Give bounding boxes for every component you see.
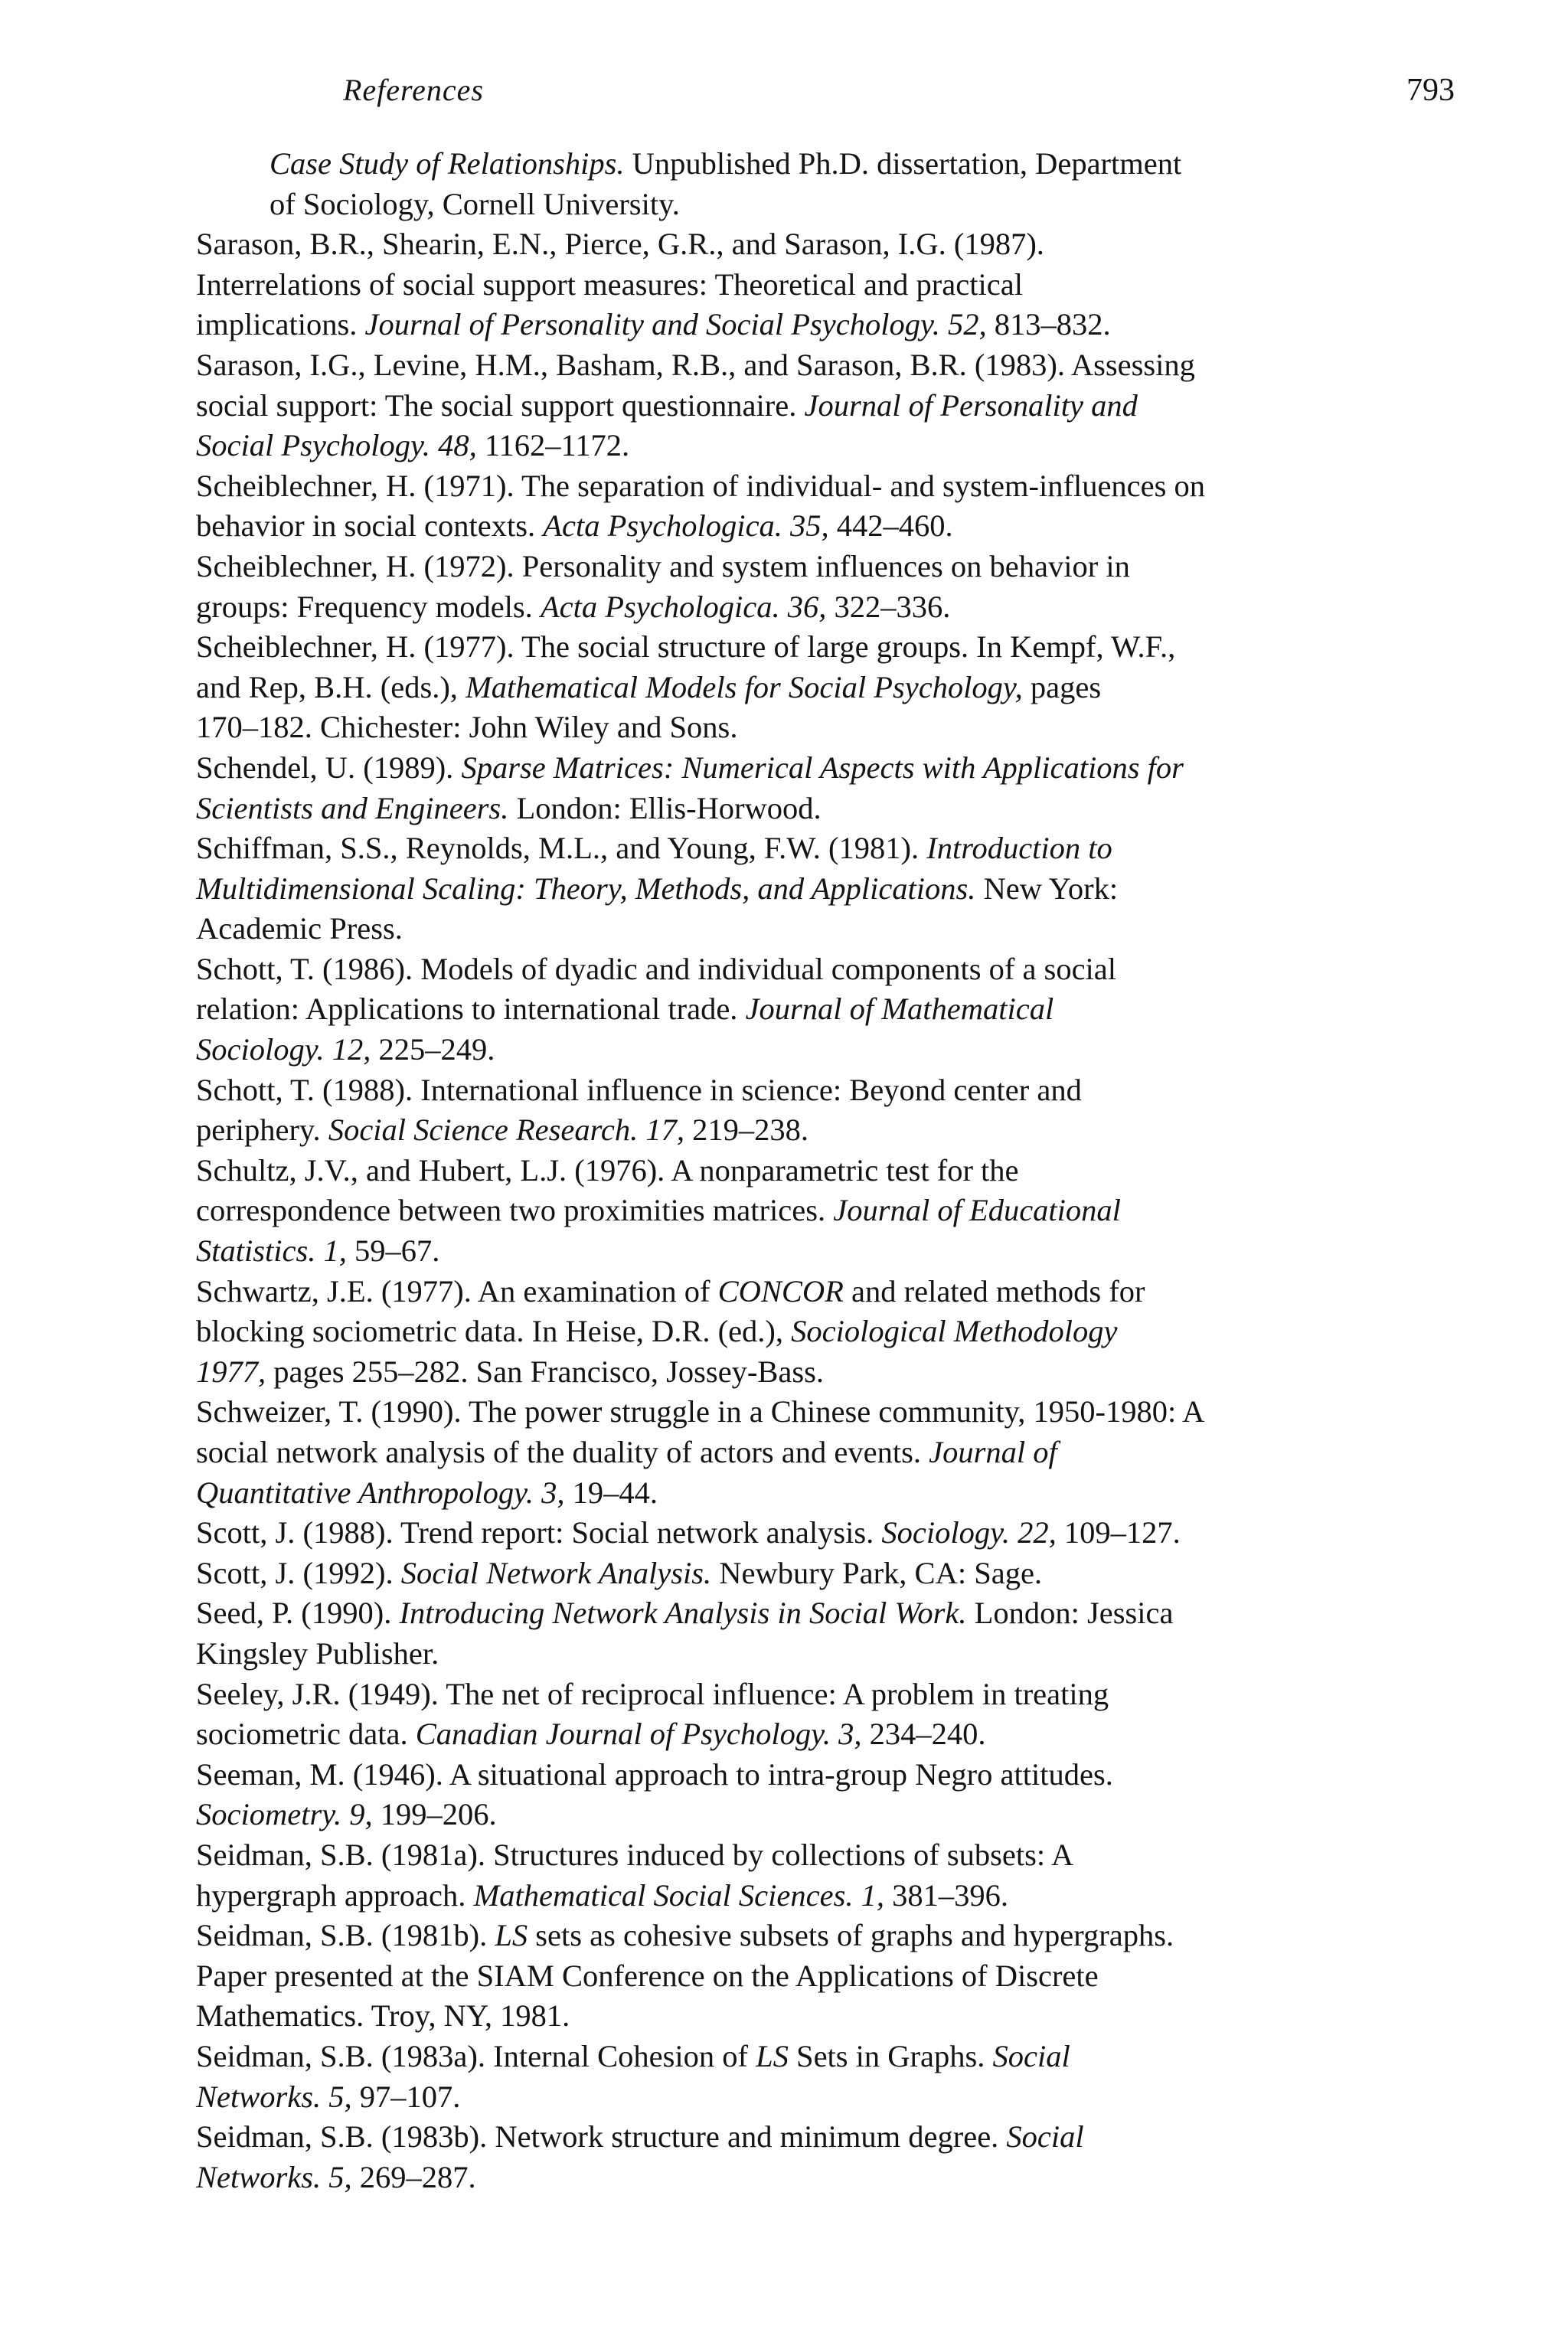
page-number: 793: [1406, 73, 1455, 108]
reference-text: [341, 1797, 349, 1831]
reference-italic-text: Social Psychology.: [196, 428, 430, 463]
reference-text: periphery.: [196, 1112, 328, 1148]
reference-text: New York:: [975, 871, 1119, 906]
reference-italic-text: Introduction to: [926, 831, 1112, 866]
reference-entry: [196, 1835, 1459, 1916]
reference-italic-text: 5,: [328, 2079, 352, 2114]
reference-line: [196, 1714, 1459, 1755]
reference-italic-text: 52,: [948, 307, 987, 342]
reference-italic-text: Introducing Network Analysis in Social Work.: [399, 1596, 967, 1631]
reference-line: [196, 748, 1459, 789]
reference-text: implications.: [196, 307, 365, 342]
reference-text: [325, 1032, 332, 1067]
reference-line: [196, 1433, 1459, 1473]
reference-italic-text: LS: [756, 2038, 789, 2073]
reference-text: correspondence between two proximities matrices.: [196, 1193, 834, 1228]
reference-italic-text: 3,: [541, 1475, 565, 1510]
reference-line: [196, 1231, 1459, 1272]
reference-text: 109–127.: [1056, 1515, 1181, 1550]
reference-line: [196, 1674, 1459, 1715]
reference-text: blocking sociometric data. In Heise, D.R. (ed.),: [196, 1314, 792, 1349]
reference-text: hypergraph approach.: [196, 1877, 474, 1913]
reference-text: pages: [1022, 669, 1102, 704]
reference-line: [270, 144, 1459, 185]
reference-text: 219–238.: [684, 1112, 809, 1148]
reference-line: [196, 386, 1459, 426]
reference-italic-text: Sociology.: [196, 1032, 325, 1067]
reference-italic-text: 35,: [790, 508, 829, 544]
reference-line: [196, 1996, 1459, 2037]
reference-line: [196, 1755, 1459, 1795]
reference-line: [196, 1513, 1459, 1554]
reference-line: [196, 466, 1459, 507]
reference-text: Mathematics. Troy, NY, 1981.: [196, 1998, 570, 2034]
reference-line: [196, 1392, 1459, 1433]
reference-text: Schiffman, S.S., Reynolds, M.L., and Young, F.W. (1981).: [196, 831, 927, 866]
reference-text: 322–336.: [826, 589, 951, 624]
reference-italic-text: 36,: [787, 589, 827, 624]
reference-line: [196, 1030, 1459, 1070]
reference-line: [196, 1272, 1459, 1312]
reference-italic-text: Journal of Mathematical: [745, 992, 1054, 1027]
reference-entry: [196, 144, 1459, 224]
reference-entry: [196, 466, 1459, 547]
reference-text: [782, 508, 790, 543]
reference-text: Schultz, J.V., and Hubert, L.J. (1976). A nonparametric test for the: [196, 1152, 1019, 1188]
reference-italic-text: Social: [992, 2038, 1070, 2073]
reference-line: [196, 506, 1459, 547]
reference-line: [196, 1876, 1459, 1916]
reference-line: [196, 1634, 1459, 1674]
reference-italic-text: Multidimensional Scaling: Theory, Methods, and Applications.: [196, 871, 976, 906]
reference-italic-text: Networks.: [196, 2079, 322, 2114]
reference-text: Newbury Park, CA: Sage.: [711, 1555, 1043, 1590]
reference-italic-text: Statistics.: [196, 1233, 316, 1269]
reference-italic-text: 9,: [349, 1797, 373, 1832]
reference-line: [196, 305, 1459, 345]
reference-text: Schott, T. (1986). Models of dyadic and individual components of a social: [196, 951, 1117, 986]
reference-line: [196, 2117, 1459, 2158]
reference-text: 97–107.: [351, 2079, 461, 2114]
reference-entry: [196, 627, 1459, 748]
reference-line: [196, 1191, 1459, 1231]
reference-line: [196, 627, 1459, 668]
reference-line: [196, 265, 1459, 305]
reference-italic-text: CONCOR: [717, 1273, 844, 1308]
reference-entry: [196, 1272, 1459, 1393]
reference-text: of Sociology, Cornell University.: [270, 186, 680, 221]
reference-text: Sets in Graphs.: [788, 2038, 993, 2073]
reference-line: [196, 1835, 1459, 1876]
reference-text: 59–67.: [346, 1233, 440, 1269]
reference-entry: [196, 1151, 1459, 1272]
reference-text: 269–287.: [351, 2159, 476, 2194]
reference-text: [315, 1233, 323, 1268]
reference-line: [196, 949, 1459, 990]
reference-italic-text: 22,: [1018, 1515, 1057, 1550]
reference-text: and related methods for: [843, 1273, 1145, 1308]
reference-list: [196, 144, 1459, 2197]
reference-line: [196, 426, 1459, 466]
reference-italic-text: 1,: [861, 1877, 884, 1913]
reference-italic-text: Sociology.: [881, 1515, 1011, 1550]
reference-text: Unpublished Ph.D. dissertation, Department: [624, 146, 1182, 181]
running-head: [343, 67, 1455, 113]
reference-italic-text: Journal of Personality and: [804, 387, 1138, 423]
reference-text: social support: The social support questionnaire.: [196, 387, 805, 423]
reference-line: [196, 547, 1459, 587]
reference-line: [196, 1916, 1459, 1956]
reference-entry: [196, 949, 1459, 1070]
reference-text: Seidman, S.B. (1981a). Structures induced by collections of subsets: A: [196, 1837, 1074, 1872]
reference-text: Kingsley Publisher.: [196, 1635, 439, 1671]
reference-italic-text: Social: [1006, 2119, 1084, 2155]
reference-entry: [196, 224, 1459, 345]
reference-line: [270, 185, 1459, 225]
reference-text: [430, 428, 438, 462]
reference-line: [196, 1473, 1459, 1514]
reference-entry: [196, 2037, 1459, 2117]
reference-italic-text: Journal of Personality and Social Psychology.: [364, 307, 940, 342]
reference-text: London: Jessica: [966, 1596, 1174, 1631]
reference-line: [196, 1352, 1459, 1393]
reference-entry: [196, 2117, 1459, 2197]
reference-text: [853, 1878, 861, 1913]
reference-text: Scheiblechner, H. (1972). Personality and system influences on behavior in: [196, 548, 1130, 583]
reference-text: [638, 1112, 645, 1147]
reference-line: [196, 707, 1459, 748]
reference-text: Scott, J. (1988). Trend report: Social network analysis.: [196, 1515, 882, 1550]
reference-entry: [196, 1916, 1459, 2037]
reference-line: [196, 989, 1459, 1030]
reference-line: [196, 1151, 1459, 1191]
reference-text: behavior in social contexts.: [196, 508, 544, 544]
reference-text: Sarason, B.R., Shearin, E.N., Pierce, G.R., and Sarason, I.G. (1987).: [196, 227, 1044, 262]
reference-italic-text: Networks.: [196, 2159, 322, 2194]
reference-italic-text: Canadian Journal of Psychology.: [415, 1717, 831, 1752]
reference-line: [196, 2158, 1459, 2198]
reference-line: [196, 2037, 1459, 2077]
reference-entry: [196, 748, 1459, 828]
reference-line: [196, 587, 1459, 628]
reference-entry: [196, 1593, 1459, 1674]
reference-line: [196, 869, 1459, 910]
reference-text: Academic Press.: [196, 911, 403, 946]
reference-text: [780, 590, 788, 624]
reference-text: 813–832.: [986, 307, 1111, 342]
reference-text: Schweizer, T. (1990). The power struggle in a Chinese community, 1950-1980: A: [196, 1394, 1205, 1429]
reference-italic-text: Journal of: [929, 1435, 1057, 1469]
reference-entry: [196, 1392, 1459, 1513]
reference-text: Seidman, S.B. (1983b). Network structure and minimum degree.: [196, 2119, 1007, 2155]
reference-italic-text: Journal of Educational: [833, 1193, 1121, 1228]
reference-text: Seeley, J.R. (1949). The net of reciprocal influence: A problem in treating: [196, 1676, 1109, 1711]
reference-text: Schendel, U. (1989).: [196, 750, 462, 785]
reference-line: [196, 828, 1459, 869]
reference-text: 1162–1172.: [476, 428, 630, 463]
reference-text: social network analysis of the duality of actors and events.: [196, 1435, 929, 1469]
reference-line: [196, 2077, 1459, 2118]
reference-text: [321, 2160, 328, 2194]
reference-italic-text: Acta Psychologica.: [543, 508, 782, 544]
reference-italic-text: Sociometry.: [196, 1797, 342, 1832]
reference-text: Sarason, I.G., Levine, H.M., Basham, R.B., and Sarason, B.R. (1983). Assessing: [196, 347, 1195, 382]
reference-text: relation: Applications to international trade.: [196, 992, 746, 1027]
reference-italic-text: Sociological Methodology: [791, 1314, 1118, 1349]
reference-text: and Rep, B.H. (eds.),: [196, 669, 466, 704]
reference-text: 234–240.: [861, 1717, 986, 1752]
reference-text: London: Ellis-Horwood.: [508, 790, 822, 825]
reference-text: Schwartz, J.E. (1977). An examination of: [196, 1273, 718, 1308]
reference-line: [196, 345, 1459, 386]
reference-entry: [196, 1674, 1459, 1755]
reference-entry: [196, 547, 1459, 627]
reference-text: Seed, P. (1990).: [196, 1596, 400, 1631]
reference-text: [831, 1717, 838, 1751]
reference-text: Scheiblechner, H. (1977). The social structure of large groups. In Kempf, W.F.,: [196, 629, 1176, 665]
reference-text: Scheiblechner, H. (1971). The separation of individual- and system-influences on: [196, 468, 1206, 503]
reference-text: sociometric data.: [196, 1717, 416, 1752]
reference-text: Scott, J. (1992).: [196, 1555, 401, 1590]
reference-italic-text: Quantitative Anthropology.: [196, 1475, 534, 1510]
reference-entry: [196, 828, 1459, 949]
reference-line: [196, 789, 1459, 829]
reference-italic-text: Mathematical Social Sciences.: [473, 1877, 854, 1913]
reference-italic-text: 12,: [332, 1032, 371, 1067]
reference-text: 170–182. Chichester: John Wiley and Sons.: [196, 710, 738, 745]
reference-text: pages 255–282. San Francisco, Jossey-Bass.: [266, 1354, 825, 1389]
reference-text: 225–249.: [371, 1032, 495, 1067]
reference-entry: [196, 345, 1459, 466]
reference-line: [196, 224, 1459, 265]
reference-text: 19–44.: [564, 1475, 658, 1510]
reference-italic-text: Case Study of Relationships.: [270, 146, 625, 181]
reference-italic-text: Social Network Analysis.: [400, 1555, 712, 1590]
reference-italic-text: Social Science Research.: [328, 1112, 639, 1148]
reference-text: groups: Frequency models.: [196, 589, 541, 624]
reference-line: [196, 1956, 1459, 1997]
reference-italic-text: LS: [495, 1918, 528, 1953]
reference-italic-text: 3,: [838, 1717, 862, 1752]
reference-text: Seidman, S.B. (1981b).: [196, 1918, 495, 1953]
reference-line: [196, 1110, 1459, 1151]
reference-text: Seeman, M. (1946). A situational approach to intra-group Negro attitudes.: [196, 1756, 1113, 1792]
reference-line: [196, 668, 1459, 708]
reference-italic-text: 1977,: [196, 1354, 266, 1389]
reference-line: [196, 1554, 1459, 1594]
reference-line: [196, 1593, 1459, 1634]
reference-line: [196, 1795, 1459, 1835]
reference-text: [1010, 1515, 1018, 1550]
reference-text: [940, 307, 948, 341]
reference-text: [534, 1475, 541, 1510]
reference-text: 381–396.: [884, 1877, 1008, 1913]
reference-italic-text: Sparse Matrices: Numerical Aspects with Applications for: [461, 750, 1184, 785]
reference-italic-text: 5,: [328, 2159, 352, 2194]
running-head-title: References: [343, 73, 484, 107]
reference-text: Schott, T. (1988). International influence in science: Beyond center and: [196, 1072, 1082, 1107]
reference-italic-text: 48,: [438, 428, 477, 463]
reference-text: Interrelations of social support measures: Theoretical and practical: [196, 266, 1023, 302]
reference-line: [196, 1070, 1459, 1111]
reference-text: sets as cohesive subsets of graphs and hypergraphs.: [528, 1918, 1174, 1953]
reference-text: 442–460.: [828, 508, 953, 544]
reference-italic-text: 17,: [645, 1112, 685, 1148]
reference-text: Paper presented at the SIAM Conference on the Applications of Discrete: [196, 1958, 1099, 1993]
reference-italic-text: Scientists and Engineers.: [196, 790, 509, 825]
reference-entry: [196, 1554, 1459, 1594]
reference-italic-text: Mathematical Models for Social Psychology,: [466, 669, 1023, 704]
reference-text: 199–206.: [372, 1797, 497, 1832]
reference-line: [196, 909, 1459, 949]
reference-entry: [196, 1070, 1459, 1151]
reference-line: [196, 1312, 1459, 1352]
reference-entry: [196, 1755, 1459, 1835]
reference-text: [321, 2080, 328, 2114]
reference-text: Seidman, S.B. (1983a). Internal Cohesion of: [196, 2038, 756, 2073]
reference-italic-text: Acta Psychologica.: [540, 589, 780, 624]
reference-entry: [196, 1513, 1459, 1554]
reference-italic-text: 1,: [323, 1233, 347, 1269]
